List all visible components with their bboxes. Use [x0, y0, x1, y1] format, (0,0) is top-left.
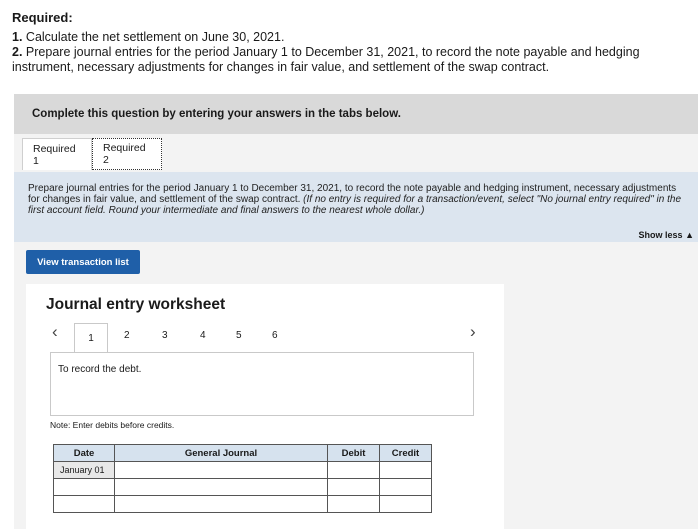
required-item-1-text: Calculate the net settlement on June 30, 2021. [25, 30, 285, 44]
show-less-link[interactable] [639, 230, 694, 240]
page-5[interactable]: 5 [236, 330, 242, 341]
table-row [54, 496, 432, 513]
instruction-hint: (If no entry is required for a transaction/event, select "No journal entry required" in the first account field. Round your intermediate and final answers to the nearest whole dollar.) [28, 194, 682, 216]
tab-required-1[interactable]: Required 1 [22, 138, 92, 170]
account-cell[interactable] [115, 462, 328, 479]
column-credit: Credit [380, 445, 432, 462]
required-item-1 [12, 30, 682, 45]
instruction-box [14, 172, 698, 242]
table-row [54, 479, 432, 496]
triangle-up-icon: ▲ [685, 230, 694, 240]
debits-credits-note: Note: Enter debits before credits. [50, 420, 175, 430]
credit-cell[interactable] [380, 462, 432, 479]
show-less-label: Show less [638, 230, 683, 240]
required-item-2-number: 2. [12, 45, 23, 59]
required-item-2 [12, 45, 682, 75]
chevron-right-icon[interactable]: › [470, 322, 476, 341]
page-2[interactable]: 2 [124, 330, 130, 341]
required-item-2-text: Prepare journal entries for the period January 1 to December 31, 2021, to record the note payable and hedging instrument, necessary adjustments for changes in fair value, and settlement of the swap contract. [12, 45, 640, 74]
page-3[interactable]: 3 [162, 330, 168, 341]
date-cell[interactable] [54, 479, 115, 496]
debit-cell[interactable] [328, 496, 380, 513]
view-transaction-list-button[interactable]: View transaction list [26, 250, 140, 274]
credit-cell[interactable] [380, 479, 432, 496]
chevron-left-icon[interactable]: ‹ [52, 322, 58, 341]
page-4[interactable]: 4 [200, 330, 206, 341]
account-cell[interactable] [115, 496, 328, 513]
entry-description-box [50, 352, 474, 416]
debit-cell[interactable] [328, 479, 380, 496]
debit-cell[interactable] [328, 462, 380, 479]
column-date: Date [54, 445, 115, 462]
instruction-main: Prepare journal entries for the period January 1 to December 31, 2021, to record the note payable and hedging instrument, necessary adjustments for changes in fair value, and settlement of the swap contract. [28, 183, 677, 205]
required-heading: Required: [12, 10, 73, 25]
column-general-journal: General Journal [115, 445, 328, 462]
journal-header-row [54, 445, 432, 462]
page-6[interactable]: 6 [272, 330, 278, 341]
instruction-banner [14, 94, 698, 134]
table-row [54, 462, 432, 479]
banner-text: Complete this question by entering your answers in the tabs below. [32, 108, 401, 120]
date-cell[interactable]: January 01 [54, 462, 115, 479]
date-cell[interactable] [54, 496, 115, 513]
entry-description: To record the debt. [58, 364, 142, 375]
account-cell[interactable] [115, 479, 328, 496]
credit-cell[interactable] [380, 496, 432, 513]
page-1[interactable]: 1 [74, 323, 108, 353]
column-debit: Debit [328, 445, 380, 462]
tab-required-2[interactable]: Required 2 [92, 138, 162, 170]
journal-table [53, 444, 432, 513]
worksheet-title: Journal entry worksheet [46, 296, 226, 313]
required-item-1-number: 1. [12, 30, 23, 44]
